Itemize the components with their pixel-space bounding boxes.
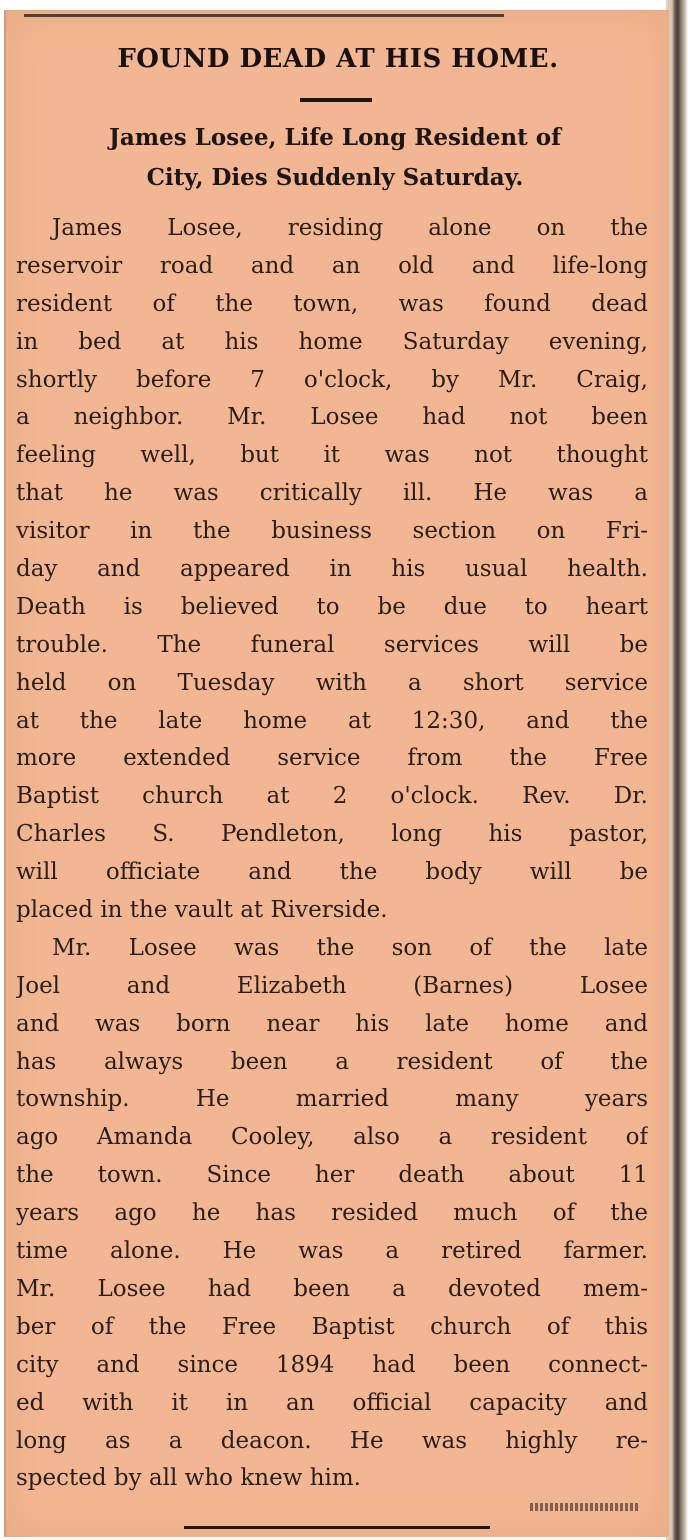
body-line: long as a deacon. He was highly re- bbox=[16, 1427, 648, 1454]
body-line: and was born near his late home and bbox=[16, 1010, 648, 1037]
body-line: has always been a resident of the bbox=[16, 1048, 648, 1075]
body-line: trouble. The funeral services will be bbox=[16, 631, 648, 658]
body-line: shortly before 7 o'clock, by Mr. Craig, bbox=[16, 366, 648, 393]
body-line: reservoir road and an old and life-long bbox=[16, 252, 648, 279]
subhead-line: City, Dies Suddenly Saturday. bbox=[146, 164, 524, 191]
printer-mark bbox=[530, 1503, 640, 1511]
bottom-rule bbox=[184, 1526, 490, 1529]
top-rule bbox=[24, 14, 504, 17]
body-line: will officiate and the body will be bbox=[16, 859, 648, 886]
body-line: day and appeared in his usual health. bbox=[16, 556, 648, 583]
body-line: Baptist church at 2 o'clock. Rev. Dr. bbox=[16, 783, 648, 810]
body-line: Death is believed to be due to heart bbox=[16, 593, 648, 620]
body-line: city and since 1894 had been connect- bbox=[16, 1351, 648, 1378]
body-line: visitor in the business section on Fri- bbox=[16, 518, 648, 545]
body-line: ed with it in an official capacity and bbox=[16, 1389, 648, 1416]
body-line: ber of the Free Baptist church of this bbox=[16, 1313, 648, 1340]
body-line: at the late home at 12:30, and the bbox=[16, 707, 648, 734]
body-line: James Losee, residing alone on the bbox=[52, 215, 648, 241]
headline-divider bbox=[300, 98, 372, 102]
body-line: township. He married many years bbox=[16, 1086, 648, 1113]
body-line: time alone. He was a retired farmer. bbox=[16, 1238, 648, 1265]
subhead-line: James Losee, Life Long Resident of bbox=[109, 124, 561, 151]
scanner-edge-strip bbox=[666, 0, 688, 1540]
body-line: Mr. Losee was the son of the late bbox=[52, 934, 648, 961]
body-line: in bed at his home Saturday evening, bbox=[16, 328, 648, 355]
body-line: held on Tuesday with a short service bbox=[16, 669, 648, 696]
body-line: spected by all who knew him. bbox=[16, 1465, 361, 1492]
body-line: resident of the town, was found dead bbox=[16, 290, 648, 317]
body-line: Charles S. Pendleton, long his pastor, bbox=[16, 821, 648, 848]
body-line: Joel and Elizabeth (Barnes) Losee bbox=[16, 972, 648, 999]
body-line: placed in the vault at Riverside. bbox=[16, 897, 388, 924]
body-line: feeling well, but it was not thought bbox=[16, 442, 648, 469]
subheadline bbox=[12, 118, 658, 198]
body-line: more extended service from the Free bbox=[16, 745, 648, 772]
body-line: ago Amanda Cooley, also a resident of bbox=[16, 1124, 648, 1151]
body-line: that he was critically ill. He was a bbox=[16, 480, 648, 507]
body-line: Mr. Losee had been a devoted mem- bbox=[16, 1275, 648, 1302]
body-line: the town. Since her death about 11 bbox=[16, 1162, 648, 1189]
article-body bbox=[16, 210, 648, 1498]
headline: FOUND DEAD AT HIS HOME. bbox=[117, 44, 559, 74]
body-line: a neighbor. Mr. Losee had not been bbox=[16, 404, 648, 431]
body-line: years ago he has resided much of the bbox=[16, 1200, 648, 1227]
